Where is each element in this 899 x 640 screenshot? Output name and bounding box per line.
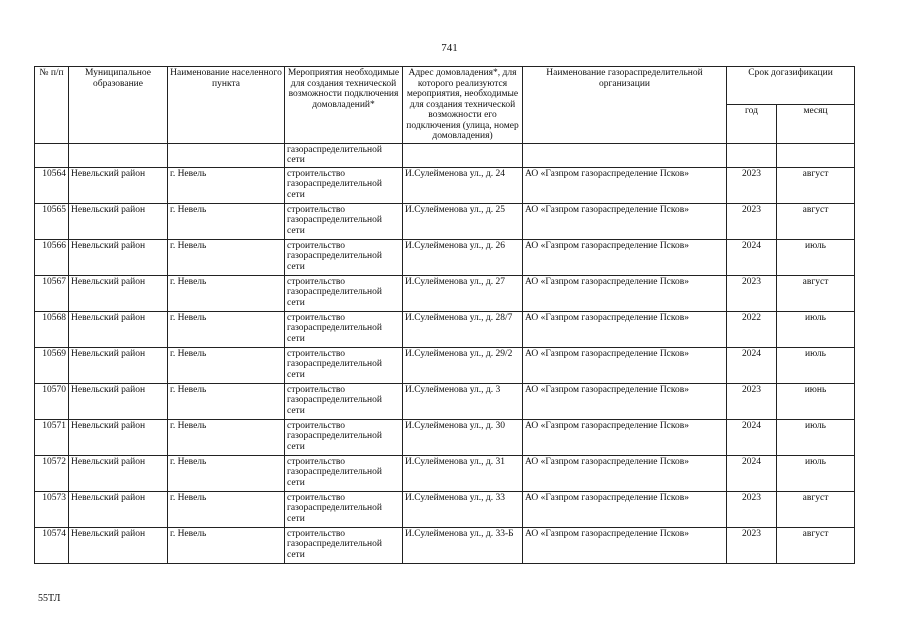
cell-month: август [777, 167, 855, 203]
cell-year: 2023 [727, 383, 777, 419]
table-row [35, 347, 855, 383]
cell-organization [523, 143, 727, 167]
cell-address: И.Сулейменова ул., д. 27 [403, 275, 523, 311]
header-measures: Мероприятия необходимые для создания технической возможности подключения домовладений* [285, 67, 403, 144]
cell-measure: строительство газораспределительной сети [285, 275, 403, 311]
cell-organization: АО «Газпром газораспределение Псков» [523, 167, 727, 203]
cell-num: 10565 [35, 203, 69, 239]
cell-settlement: г. Невель [168, 311, 285, 347]
cell-organization: АО «Газпром газораспределение Псков» [523, 527, 727, 563]
cell-measure: строительство газораспределительной сети [285, 311, 403, 347]
cell-settlement: г. Невель [168, 167, 285, 203]
cell-settlement: г. Невель [168, 239, 285, 275]
cell-settlement: г. Невель [168, 491, 285, 527]
cell-measure: строительство газораспределительной сети [285, 203, 403, 239]
cell-num: 10574 [35, 527, 69, 563]
cell-settlement: г. Невель [168, 347, 285, 383]
cell-year: 2023 [727, 491, 777, 527]
cell-address: И.Сулейменова ул., д. 25 [403, 203, 523, 239]
cell-municipality: Невельский район [69, 239, 168, 275]
header-municipality: Муниципальное образование [69, 67, 168, 144]
gasification-table [34, 66, 855, 564]
cell-municipality: Невельский район [69, 491, 168, 527]
cell-num: 10571 [35, 419, 69, 455]
cell-measure: газораспределительной сети [285, 143, 403, 167]
cell-year: 2022 [727, 311, 777, 347]
cell-address: И.Сулейменова ул., д. 3 [403, 383, 523, 419]
cell-measure: строительство газораспределительной сети [285, 383, 403, 419]
header-organization: Наименование газораспределительной организации [523, 67, 727, 144]
cell-municipality: Невельский район [69, 347, 168, 383]
cell-month: июль [777, 455, 855, 491]
cell-organization: АО «Газпром газораспределение Псков» [523, 203, 727, 239]
cell-year [727, 143, 777, 167]
cell-organization: АО «Газпром газораспределение Псков» [523, 419, 727, 455]
cell-address [403, 143, 523, 167]
table-row [35, 491, 855, 527]
cell-month: июль [777, 419, 855, 455]
cell-address: И.Сулейменова ул., д. 28/7 [403, 311, 523, 347]
table-row [35, 455, 855, 491]
cell-year: 2024 [727, 419, 777, 455]
cell-measure: строительство газораспределительной сети [285, 419, 403, 455]
cell-address: И.Сулейменова ул., д. 33-Б [403, 527, 523, 563]
cell-year: 2023 [727, 527, 777, 563]
cell-settlement: г. Невель [168, 203, 285, 239]
cell-measure: строительство газораспределительной сети [285, 455, 403, 491]
cell-month: август [777, 491, 855, 527]
page-number: 741 [441, 42, 458, 54]
cell-year: 2024 [727, 347, 777, 383]
table-row [35, 275, 855, 311]
cell-municipality: Невельский район [69, 167, 168, 203]
cell-year: 2023 [727, 167, 777, 203]
cell-organization: АО «Газпром газораспределение Псков» [523, 311, 727, 347]
cell-organization: АО «Газпром газораспределение Псков» [523, 455, 727, 491]
continuation-row [35, 143, 855, 167]
footer-code: 55ТЛ [38, 593, 61, 604]
table-row [35, 203, 855, 239]
cell-num: 10566 [35, 239, 69, 275]
cell-settlement: г. Невель [168, 527, 285, 563]
cell-address: И.Сулейменова ул., д. 30 [403, 419, 523, 455]
cell-municipality [69, 143, 168, 167]
cell-year: 2024 [727, 239, 777, 275]
cell-month [777, 143, 855, 167]
cell-settlement: г. Невель [168, 419, 285, 455]
header-num: № п/п [35, 67, 69, 144]
cell-organization: АО «Газпром газораспределение Псков» [523, 383, 727, 419]
header-settlement: Наименование населенного пункта [168, 67, 285, 144]
cell-municipality: Невельский район [69, 275, 168, 311]
table-row [35, 527, 855, 563]
cell-num: 10568 [35, 311, 69, 347]
cell-month: август [777, 275, 855, 311]
cell-address: И.Сулейменова ул., д. 26 [403, 239, 523, 275]
table-row [35, 419, 855, 455]
cell-month: август [777, 527, 855, 563]
cell-municipality: Невельский район [69, 311, 168, 347]
table-row [35, 311, 855, 347]
cell-settlement: г. Невель [168, 383, 285, 419]
cell-num: 10573 [35, 491, 69, 527]
cell-num: 10569 [35, 347, 69, 383]
cell-month: июль [777, 311, 855, 347]
cell-settlement [168, 143, 285, 167]
cell-num: 10570 [35, 383, 69, 419]
cell-year: 2023 [727, 203, 777, 239]
header-address: Адрес домовладения*, для которого реализуются мероприятия, необходимые для создания технической возможности его подключения (улица, номер домовладения) [403, 67, 523, 144]
cell-month: август [777, 203, 855, 239]
cell-settlement: г. Невель [168, 455, 285, 491]
cell-organization: АО «Газпром газораспределение Псков» [523, 347, 727, 383]
cell-municipality: Невельский район [69, 455, 168, 491]
cell-year: 2023 [727, 275, 777, 311]
cell-measure: строительство газораспределительной сети [285, 239, 403, 275]
cell-address: И.Сулейменова ул., д. 31 [403, 455, 523, 491]
cell-organization: АО «Газпром газораспределение Псков» [523, 275, 727, 311]
cell-municipality: Невельский район [69, 383, 168, 419]
table-row [35, 167, 855, 203]
cell-measure: строительство газораспределительной сети [285, 491, 403, 527]
cell-month: июль [777, 347, 855, 383]
cell-year: 2024 [727, 455, 777, 491]
cell-municipality: Невельский район [69, 203, 168, 239]
cell-num: 10572 [35, 455, 69, 491]
cell-municipality: Невельский район [69, 527, 168, 563]
cell-num: 10567 [35, 275, 69, 311]
cell-municipality: Невельский район [69, 419, 168, 455]
cell-measure: строительство газораспределительной сети [285, 167, 403, 203]
table-row [35, 239, 855, 275]
cell-measure: строительство газораспределительной сети [285, 347, 403, 383]
header-deadline: Срок догазификации [727, 67, 855, 105]
cell-settlement: г. Невель [168, 275, 285, 311]
cell-num [35, 143, 69, 167]
header-month: месяц [777, 105, 855, 143]
cell-organization: АО «Газпром газораспределение Псков» [523, 491, 727, 527]
table-row [35, 383, 855, 419]
cell-address: И.Сулейменова ул., д. 24 [403, 167, 523, 203]
cell-measure: строительство газораспределительной сети [285, 527, 403, 563]
header-year: год [727, 105, 777, 143]
cell-month: июль [777, 239, 855, 275]
cell-address: И.Сулейменова ул., д. 29/2 [403, 347, 523, 383]
cell-address: И.Сулейменова ул., д. 33 [403, 491, 523, 527]
cell-num: 10564 [35, 167, 69, 203]
cell-month: июнь [777, 383, 855, 419]
cell-organization: АО «Газпром газораспределение Псков» [523, 239, 727, 275]
